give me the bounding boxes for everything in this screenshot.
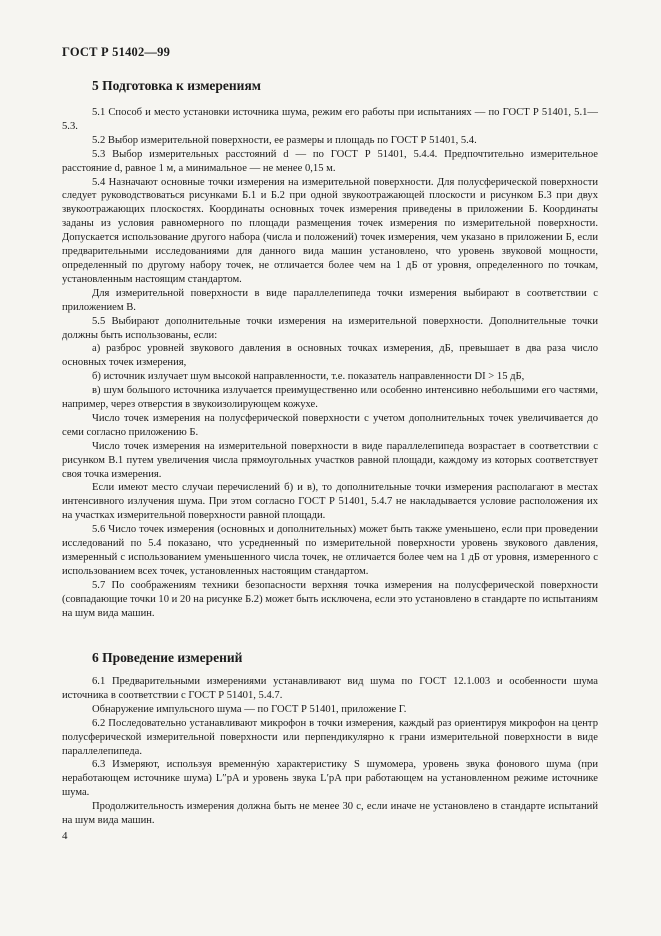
section-6-body	[62, 675, 598, 828]
section-6	[62, 650, 598, 666]
paragraph: Для измерительной поверхности в виде параллелепипеда точки измерения выбирают в соответствии с приложением В.	[62, 287, 598, 313]
paragraph: 6.2 Последовательно устанавливают микрофон в точки измерения, каждый раз ориентируя микрофон на центр полусферической измерительной поверхности или перпендикулярно к грани измерительной поверхности в виде параллелепипеда.	[62, 717, 598, 757]
paragraph: 5.4 Назначают основные точки измерения на измерительной поверхности. Для полусферической поверхности следует руководствоваться рисунками Б.1 и Б.2 при одной звукоотражающей плоскости и рисунком Б.3 при двух звукоотражающих плоскостях. Координаты основных точек измерения приведены в приложении Б. Координаты заданы из условия равномерного по площади размещения точек измерения по измерительной поверхности. Допускается использование другого набора (числа и положений) точек измерения, чем указано в приложении Б, если предварительными исследованиями для данного вида машин установлено, что уровень звуковой мощности, определенный по другому набору точек, не отличается более чем на 1 дБ от уровня, определенного по точкам, установленным настоящим стандартом.	[62, 176, 598, 285]
page-number: 4	[62, 830, 68, 842]
paragraph: Если имеют место случаи перечислений б) и в), то дополнительные точки измерения располагают в местах интенсивного излучения шума. При этом согласно ГОСТ Р 51401, 5.4.7 не накладывается условие расположения их на участках измерительной поверхности равной площади.	[62, 482, 598, 522]
paragraph: 5.7 По соображениям техники безопасности верхняя точка измерения на полусферической поверхности (совпадающие точки 10 и 20 на рисунке Б.2) может быть исключена, если это установлено в стандарте по испытаниям на шум вида машин.	[62, 579, 598, 619]
list-item: а) разброс уровней звукового давления в основных точках измерения, дБ, превышает в два раза число основных точек измерения,	[62, 343, 598, 369]
paragraph: 5.5 Выбирают дополнительные точки измерения на измерительной поверхности. Дополнительные точки должны быть использованы, если:	[62, 315, 598, 341]
list-item: б) источник излучает шум высокой направленности, т.е. показатель направленности DI > 15 дБ,	[92, 371, 525, 383]
paragraph: 5.1 Способ и место установки источника шума, режим его работы при испытаниях — по ГОСТ Р 51401, 5.1—5.3.	[62, 107, 598, 132]
document-code: ГОСТ Р 51402—99	[62, 45, 171, 59]
paragraph: 5.2 Выбор измерительной поверхности, ее размеры и площадь по ГОСТ Р 51401, 5.4.	[92, 134, 477, 146]
paragraph: 5.3 Выбор измерительных расстояний d — по ГОСТ Р 51401, 5.4.4. Предпочтительно измерительное расстояние d, равное 1 м, а минимальное — не менее 0,15 м.	[62, 148, 598, 174]
paragraph: 5.6 Число точек измерения (основных и дополнительных) может быть также уменьшено, если при проведении исследований по 5.4 показано, что усредненный по измерительной поверхности уровень звукового давления, измеренный с использованием уменьшенного числа точек, не отличается более чем на 1 дБ от уровня, измеренного с использованием всех точек, установленных настоящим стандартом.	[62, 524, 598, 577]
section-5-title: 5 Подготовка к измерениям	[92, 78, 261, 93]
section-5	[62, 78, 598, 94]
section-6-title: 6 Проведение измерений	[92, 650, 243, 665]
paragraph: 6.1 Предварительными измерениями устанавливают вид шума по ГОСТ 12.1.003 и особенности шума источника в соответствии с ГОСТ Р 51401, 5.4.7.	[62, 676, 598, 701]
section-5-body	[62, 106, 598, 621]
paragraph: 6.3 Измеряют, используя временнýю характеристику S шумомера, уровень звука фонового шума (при неработающем источнике шума) L″pA и уровень звука L′pA при работающем на установленном режиме источнике шума.	[62, 759, 598, 799]
paragraph: Число точек измерения на полусферической поверхности с учетом дополнительных точек увеличивается до семи согласно приложению Б.	[62, 412, 598, 438]
list-item: в) шум большого источника излучается преимущественно или особенно интенсивно небольшими его частями, например, через отверстия в звукоизолирующем кожухе.	[62, 385, 598, 411]
paragraph: Число точек измерения на измерительной поверхности в виде параллелепипеда возрастает в соответствии с рисунком В.1 путем увеличения числа прямоугольных участков равной площади, каждому из которых соответствует своя точка измерения.	[62, 440, 598, 480]
paragraph: Продолжительность измерения должна быть не менее 30 с, если иначе не установлено в стандарте испытаний на шум вида машин.	[62, 801, 598, 827]
paragraph: Обнаружение импульсного шума — по ГОСТ Р 51401, приложение Г.	[92, 703, 407, 715]
